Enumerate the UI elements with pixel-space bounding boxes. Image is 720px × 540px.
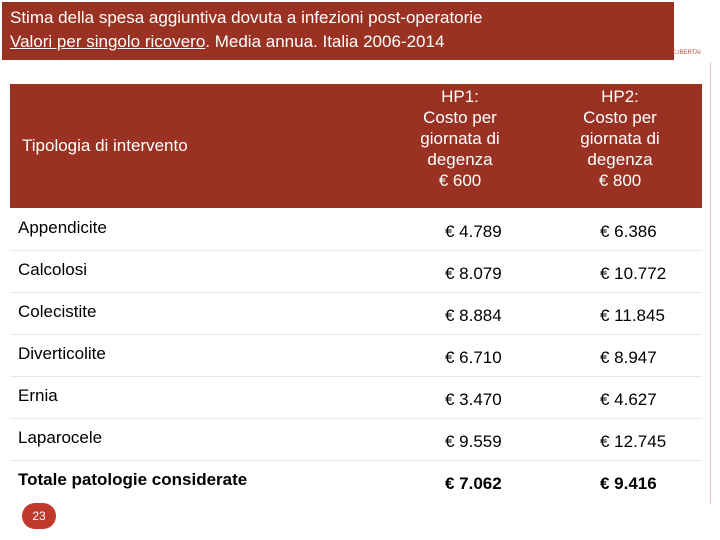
header-hp2-line: degenza: [587, 150, 653, 169]
row-name: Ernia: [18, 386, 58, 405]
row-hp1: € 3.470: [445, 390, 502, 409]
header-hp2-line: € 800: [598, 171, 642, 190]
row-name: Colecistite: [18, 302, 97, 321]
row-hp2: € 6.386: [600, 222, 657, 241]
table-row: [10, 208, 702, 251]
header-hp1-line: giornata di: [420, 129, 500, 148]
row-name: Diverticolite: [18, 344, 106, 363]
row-name: Totale patologie considerate: [18, 470, 248, 489]
row-hp1: € 4.789: [445, 222, 502, 241]
row-name: Appendicite: [18, 218, 107, 237]
header-hp2: [550, 86, 690, 191]
right-divider: [710, 62, 711, 504]
table-row: [10, 418, 702, 461]
header-hp1-line: HP1:: [441, 87, 479, 106]
title-bar: [2, 2, 674, 60]
table-body: [10, 208, 702, 504]
row-hp2: € 11.845: [600, 306, 665, 325]
header-hp2-line: HP2:: [601, 87, 639, 106]
header-hp2-line: Costo per: [583, 108, 657, 127]
table-row: [10, 334, 702, 377]
header-tipologia: Tipologia di intervento: [22, 136, 188, 155]
table-row: [10, 376, 702, 419]
table-header: [10, 84, 702, 208]
header-hp2-line: giornata di: [580, 129, 660, 148]
row-hp2: € 4.627: [600, 390, 657, 409]
row-hp2: € 9.416: [600, 474, 657, 493]
row-name: Calcolosi: [18, 260, 87, 279]
header-hp1-line: € 600: [438, 171, 482, 190]
row-hp1: € 8.079: [445, 264, 502, 283]
row-hp2: € 8.947: [600, 348, 657, 367]
title-line-2: [10, 32, 444, 52]
row-name: Laparocele: [18, 428, 103, 447]
title-underlined-part: Valori per singolo ricovero: [10, 32, 206, 51]
row-hp1: € 8.884: [445, 306, 502, 325]
table-row: [10, 292, 702, 335]
header-hp1-line: degenza: [427, 150, 493, 169]
page-number-badge: 23: [22, 503, 56, 529]
row-hp1: € 9.559: [445, 432, 502, 451]
row-hp1: € 6.710: [445, 348, 502, 367]
title-rest: . Media annua. Italia 2006-2014: [205, 32, 445, 51]
header-hp1: [390, 86, 530, 191]
title-line-1: Stima della spesa aggiuntiva dovuta a infezioni post-operatorie: [10, 8, 483, 27]
row-hp1: € 7.062: [445, 474, 502, 493]
corner-logo-text: C.IBERTAI: [672, 50, 701, 56]
header-hp1-line: Costo per: [423, 108, 497, 127]
row-hp2: € 12.745: [600, 432, 667, 451]
table-row-total: [10, 460, 702, 502]
row-hp2: € 10.772: [600, 264, 667, 283]
table-row: [10, 250, 702, 293]
